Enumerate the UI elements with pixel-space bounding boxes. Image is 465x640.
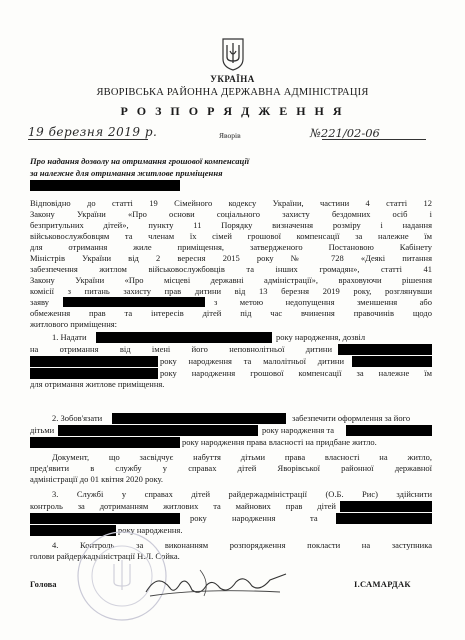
body-text: року — [190, 513, 207, 523]
body-line: пред'явити в службу у справах дітей Яворівської районної державної — [30, 463, 432, 473]
redacted-block — [30, 513, 180, 524]
body-text: з метою недопущення зменшення або — [214, 297, 432, 307]
body-text: народження — [232, 513, 276, 523]
body-text: року народження права власності на придбане житло. — [182, 437, 377, 447]
body-text: забезпечити оформлення за його — [292, 413, 411, 423]
redacted-block — [30, 437, 180, 448]
body-text: 4. Контроль за виконанням розпорядження покласти на заступника — [52, 540, 432, 550]
redacted-block — [336, 513, 432, 524]
redacted-block — [30, 180, 180, 191]
date-underline — [28, 139, 148, 140]
redacted-block — [352, 356, 432, 367]
body-text: дітьми — [30, 425, 55, 435]
redacted-block — [340, 501, 432, 512]
body-text: адміністрації до 01 квітня 2020 року. — [30, 474, 164, 484]
body-text: на отримання від імені його неповнолітньої дитини — [30, 344, 332, 354]
redacted-block — [346, 425, 432, 436]
body-line: безпритульних дітей», пункту 11 Порядку визначення розміру і надання — [30, 220, 432, 230]
redacted-block — [338, 344, 432, 355]
subject-line-1: Про надання дозволу на отримання грошової компенсації — [30, 156, 250, 166]
body-text: для отримання житлове приміщення. — [30, 379, 165, 389]
body-text: року народження, дозвіл — [276, 332, 366, 342]
city-label: Яворів — [219, 131, 241, 140]
coat-of-arms-icon — [221, 37, 245, 71]
redacted-block — [96, 332, 272, 343]
body-text: Документ, що засвідчує набуття дітьми права власності на житло, — [52, 452, 432, 462]
number-underline — [322, 139, 426, 140]
handwritten-signature — [140, 566, 290, 602]
redacted-block — [58, 425, 258, 436]
redacted-block — [30, 356, 158, 367]
item-1-start: 1. Надати — [52, 332, 87, 342]
document-number: №221/02-06 — [310, 126, 380, 140]
body-line: комісії з питань захисту прав дитини від 13 березня 2019 року, розглянувши — [30, 286, 432, 296]
body-text: 3. Службі у справах дітей райдержадміністрації (О.Б. Рис) здійснити — [52, 489, 432, 499]
handwritten-date: 19 березня 2019 р. — [28, 125, 158, 139]
body-text: контроль за дотриманням житлових та майнових прав дітей — [30, 501, 336, 511]
redacted-block — [112, 413, 286, 424]
signer-name: І.САМАРДАК — [354, 579, 411, 589]
body-text: року народження та малолітньої дитини — [160, 356, 344, 366]
item-2-start: 2. Зобов'язати — [52, 413, 103, 423]
body-line: Міністрів України від 2 вересня 2015 року № 728 «Деякі питання — [30, 253, 432, 263]
body-text: голови райдержадміністрації Н.Л. Сойка. — [30, 551, 180, 561]
body-line: Відповідно до статті 19 Сімейного кодексу України, частини 4 статті 12 — [30, 198, 432, 208]
body-text: року народження грошової компенсації за належне їм — [160, 368, 432, 378]
body-line: обмеження прав та інтересів дітей під час вчинення правочинів щодо — [30, 308, 432, 318]
administration-title: ЯВОРІВСЬКА РАЙОННА ДЕРЖАВНА АДМІНІСТРАЦІЯ — [96, 87, 369, 98]
body-line: військовослужбовцям та членам їх сімей грошової компенсації за належне їм — [30, 231, 432, 241]
body-text: заяву — [30, 297, 50, 307]
body-text: та — [310, 513, 318, 523]
body-line: для отримання жиле приміщення, затвердженого Постановою Кабінету — [30, 242, 432, 252]
head-label: Голова — [30, 579, 57, 589]
body-line: забезпечення житлом військовослужбовців та інших громадян», статті 41 — [30, 264, 432, 274]
body-text: року народження та — [262, 425, 335, 435]
country-title: УКРАЇНА — [210, 74, 255, 84]
body-text: року народження. — [118, 525, 183, 535]
body-line: Закону України «Про основи соціального захисту бездомних осіб і — [30, 209, 432, 219]
document-type: Р О З П О Р Я Д Ж Е Н Н Я — [120, 104, 345, 118]
body-line: Закону України «Про місцеві державні адміністрації», враховуючи рішення — [30, 275, 432, 285]
redacted-block — [30, 368, 158, 379]
body-text: житлового приміщення: — [30, 319, 118, 329]
subject-line-2: за належне для отримання житлове приміщення — [30, 168, 223, 178]
redacted-block — [63, 297, 205, 307]
